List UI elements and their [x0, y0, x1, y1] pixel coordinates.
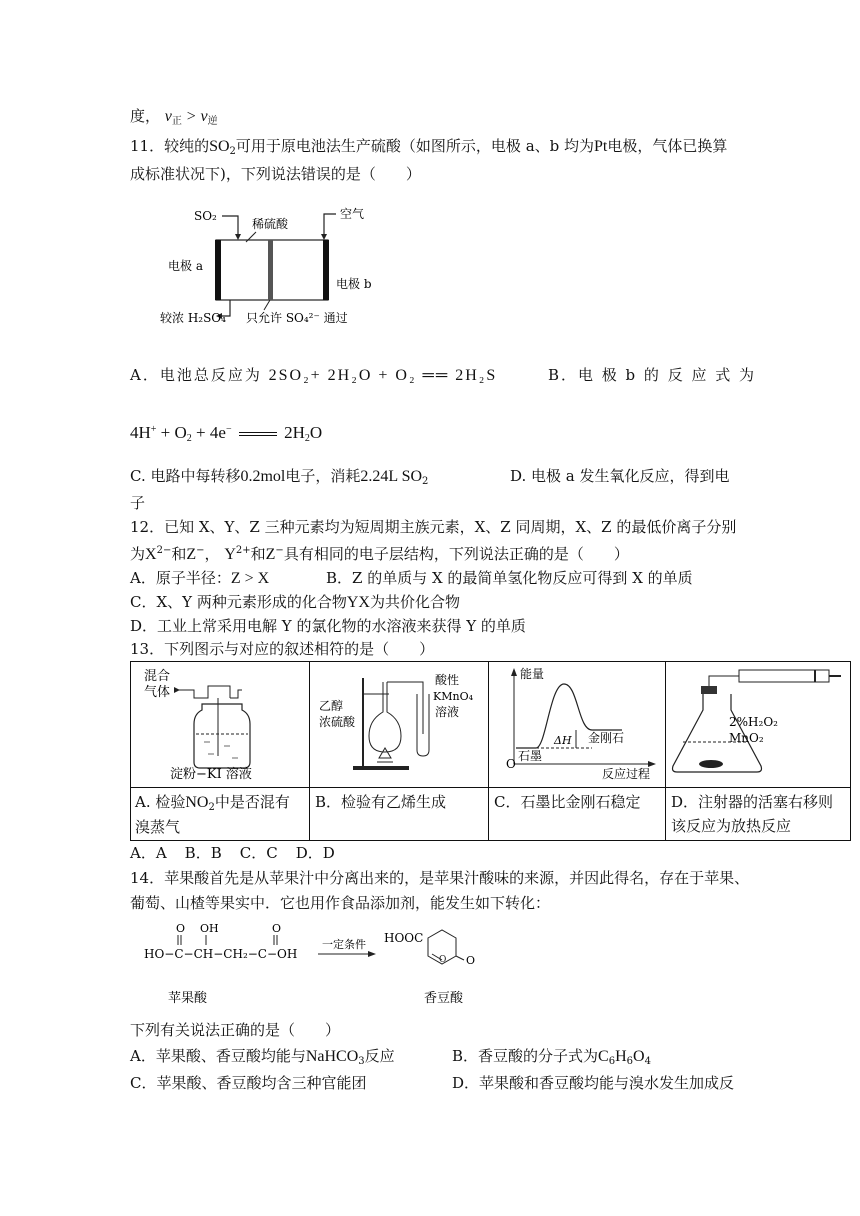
svg-text:HOOC: HOOC: [384, 931, 424, 945]
svg-text:KMnO₄: KMnO₄: [433, 690, 473, 703]
svg-text:酸性: 酸性: [435, 673, 460, 687]
q11-option-d-cont: 子: [130, 494, 146, 512]
q12-stem-line1: 12．已知 X、Y、Z 三种元素均为短周期主族元素，X、Z 同周期，X、Z 的最低价离子分别: [130, 518, 737, 536]
q11-option-b: B．电 极 b 的 反 应 式 为: [548, 366, 757, 384]
svg-text:OH: OH: [200, 922, 219, 935]
q11-stem-line1: 11．较纯的$SO_2$可用于原电池法生产硫酸（如图所示，电极 a、b 均为Pt电极，气体已换算: [130, 137, 728, 157]
svg-text:苹果酸: 苹果酸: [168, 991, 208, 1006]
svg-text:乙醇: 乙醇: [319, 699, 344, 713]
q13-figure-b: [313, 664, 485, 784]
svg-text:O: O: [466, 954, 476, 967]
q11-option-a: A．电池总反应为 2SO₂+ 2H₂O + O₂ ══ 2H₂S: [130, 366, 498, 384]
svg-text:较浓 H₂SO₄: 较浓 H₂SO₄: [160, 311, 226, 325]
svg-text:MnO₂: MnO₂: [729, 731, 764, 745]
q13-answers: A．A B．B C．C D．D: [130, 844, 335, 862]
top-line: 度， $v_正 > v_逆$: [130, 107, 218, 127]
q14-option-c: C．苹果酸、香豆酸均含三种官能团: [130, 1074, 367, 1092]
svg-text:O: O: [506, 757, 516, 771]
electrode-b: [323, 240, 329, 300]
svg-text:溶液: 溶液: [435, 705, 460, 719]
svg-text:金刚石: 金刚石: [588, 731, 625, 745]
air-label: 空气: [340, 207, 365, 221]
svg-text:ΔH: ΔH: [554, 734, 572, 747]
q12-stem-line2: 为$X^{2-}$和Z−， $Y^{2+}$和Z−具有相同的电子层结构，下列说法正确的是（ ）: [130, 545, 629, 563]
so2-label: SO₂: [194, 209, 217, 223]
q13-caption-d: D．注射器的活塞右移则 该反应为放热反应: [671, 793, 834, 835]
acid-label: 稀硫酸: [252, 217, 289, 231]
svg-text:淀粉−KI 溶液: 淀粉−KI 溶液: [170, 767, 252, 782]
q14-reaction-scheme: [140, 918, 500, 1010]
q12-option-a: A．原子半径：Z > X: [130, 569, 270, 587]
q11-option-c: C. 电路中每转移0.2mol电子，消耗2.24L $SO_2$: [130, 467, 429, 487]
q12-option-d: D．工业上常采用电解 Y 的氯化物的水溶液来获得 Y 的单质: [130, 617, 526, 635]
q13-stem: 13．下列图示与对应的叙述相符的是（ ）: [130, 640, 435, 658]
q13-caption-a: A. 检验$NO_2$中是否混有 溴蒸气: [135, 793, 290, 836]
q14-option-d: D．苹果酸和香豆酸均能与溴水发生加成反: [452, 1074, 735, 1092]
svg-text:O: O: [272, 922, 282, 935]
membrane: [268, 240, 273, 300]
svg-text:反应过程: 反应过程: [602, 767, 651, 781]
svg-text:香豆酸: 香豆酸: [424, 991, 464, 1006]
svg-text:O: O: [439, 955, 447, 965]
q14-option-a: A．苹果酸、香豆酸均能与NaHCO$_3$反应: [130, 1047, 395, 1067]
q13-caption-c: C．石墨比金刚石稳定: [494, 793, 641, 811]
svg-text:2%H₂O₂: 2%H₂O₂: [729, 715, 778, 729]
q14-stem-line2: 葡萄、山楂等果实中．它也用作食品添加剂，能发生如下转化：: [130, 894, 551, 912]
svg-text:只允许 SO₄²⁻ 通过: 只允许 SO₄²⁻ 通过: [246, 311, 348, 325]
electrode-a: [215, 240, 221, 300]
q12-option-c: C．X、Y 两种元素形成的化合物YX为共价化合物: [130, 593, 460, 611]
svg-text:石墨: 石墨: [518, 749, 543, 763]
q11-option-d: D. 电极 a 发生氧化反应，得到电: [510, 467, 730, 485]
q14-question: 下列有关说法正确的是（ ）: [130, 1021, 341, 1039]
q13-figure-d: [669, 664, 847, 784]
q11-battery-figure: [160, 198, 400, 340]
svg-text:电极 b: 电极 b: [336, 277, 372, 291]
q13-caption-b: B．检验有乙烯生成: [315, 793, 447, 811]
svg-text:HO−C−CH−CH₂−C−OH: HO−C−CH−CH₂−C−OH: [144, 947, 298, 961]
q11-stem-line2: 成标准状况下)，下列说法错误的是（ ）: [130, 165, 421, 183]
svg-text:能量: 能量: [520, 667, 545, 681]
svg-text:浓硫酸: 浓硫酸: [319, 715, 356, 729]
svg-text:电极 a: 电极 a: [168, 259, 203, 273]
q11-option-b-equation: $4H^+ + O_2 + 4e^-$ $2H_2O$: [130, 423, 323, 444]
q13-figure-c: [492, 664, 662, 784]
q12-option-b: B．Z 的单质与 X 的最简单氢化物反应可得到 X 的单质: [326, 569, 693, 587]
svg-text:混合: 混合: [144, 669, 171, 684]
q14-option-b: B．香豆酸的分子式为$C_6H_6O_4$: [452, 1047, 651, 1067]
q13-figure-a: [134, 664, 306, 784]
svg-text:一定条件: 一定条件: [322, 938, 366, 951]
svg-text:气体: 气体: [144, 685, 171, 700]
q14-stem-line1: 14．苹果酸首先是从苹果汁中分离出来的，是苹果汁酸味的来源，并因此得名，存在于苹果、: [130, 869, 750, 887]
svg-text:O: O: [176, 922, 186, 935]
